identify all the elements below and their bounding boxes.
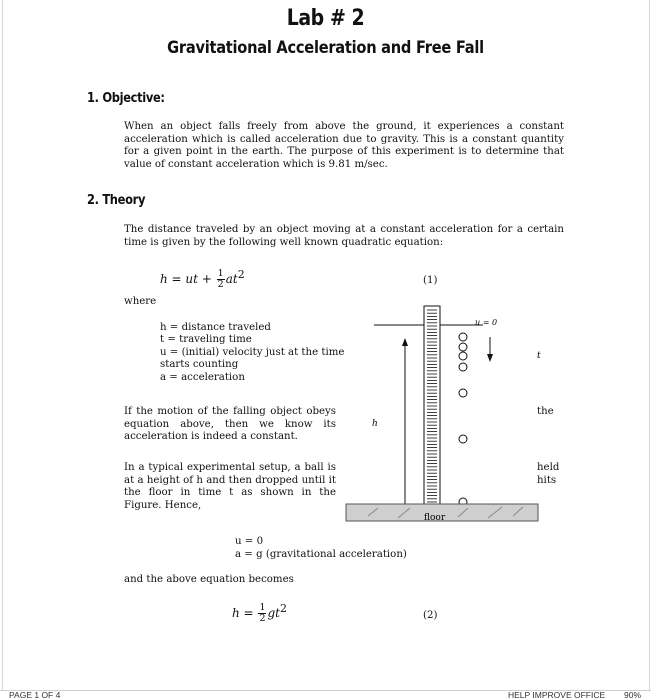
t-label: t	[537, 351, 541, 361]
section-objective-heading: 1. Objective:	[87, 90, 165, 106]
equation-1-number: (1)	[423, 275, 438, 286]
equation-1-denominator: 2	[217, 279, 224, 290]
equation-2	[232, 602, 287, 624]
definition-h: h = distance traveled	[160, 322, 271, 333]
condition-a: a = g (gravitational acceleration)	[235, 549, 407, 560]
setup-paragraph: In a typical experimental setup, a ball is at a height of h and then dropped until it the floor in time t as shown in the Figure. Hence,	[124, 462, 336, 511]
equation-1-exponent: 2	[237, 268, 245, 281]
equation-2-rhs: gt	[267, 606, 280, 620]
equation-2-numerator: 1	[259, 602, 266, 613]
side-word-held: held	[537, 462, 560, 473]
zoom-level[interactable]: 90%	[624, 690, 642, 700]
time-arrow-head	[487, 354, 493, 362]
section-theory-heading: 2. Theory	[87, 192, 146, 208]
condition-u: u = 0	[235, 536, 264, 547]
ball-position-2	[459, 343, 467, 351]
theory-intro-paragraph: The distance traveled by an object moving at a constant acceleration for a certain time is given by the following well known quadratic equation:	[124, 224, 564, 248]
equation-1-fraction	[217, 269, 225, 290]
equation-1-lhs: h = ut +	[160, 272, 212, 286]
page-title: Lab # 2	[286, 6, 365, 31]
h-label: h	[372, 419, 378, 429]
equation-1-rhs: at	[225, 272, 238, 286]
side-word-hits: hits	[537, 475, 557, 486]
definition-u: u = (initial) velocity just at the time starts counting	[160, 346, 345, 371]
objective-paragraph: When an object falls freely from above the ground, it experiences a constant acceleration which is called acceleration due to gravity. This is a constant quantity for a given point in the earth. The purpose of this experiment is to determine that value of constant acceleration which is 9.81 m/sec.	[124, 121, 564, 170]
ball-position-1	[459, 333, 467, 341]
help-improve-office-link[interactable]: HELP IMPROVE OFFICE	[508, 690, 606, 700]
equation-2-number: (2)	[423, 610, 438, 621]
floor-label: floor	[424, 513, 446, 523]
ball-position-5	[459, 389, 467, 397]
motion-paragraph: If the motion of the falling object obeys equation above, then we know its acceleration is indeed a constant.	[124, 406, 336, 443]
ball-position-6	[459, 435, 467, 443]
ruler-ticks	[427, 310, 437, 502]
becomes-text: and the above equation becomes	[124, 574, 294, 585]
side-word-the: the	[537, 406, 554, 417]
equation-1	[160, 268, 245, 290]
equation-2-denominator: 2	[259, 613, 266, 624]
page-subtitle: Gravitational Acceleration and Free Fall	[167, 38, 484, 58]
definition-a: a = acceleration	[160, 371, 245, 383]
definitions-list	[160, 322, 345, 384]
definition-t: t = traveling time	[160, 334, 252, 346]
status-page-count[interactable]: PAGE 1 OF 4	[9, 690, 61, 700]
equation-2-fraction	[258, 603, 266, 624]
u-label: u = 0	[475, 318, 498, 327]
equation-1-numerator: 1	[217, 268, 224, 279]
equation-2-exponent: 2	[280, 602, 287, 615]
free-fall-figure	[338, 292, 566, 528]
height-arrow-head	[402, 338, 408, 346]
where-label: where	[124, 296, 157, 307]
ball-position-3	[459, 352, 467, 360]
ball-position-4	[459, 363, 467, 371]
equation-2-lhs: h =	[232, 606, 254, 620]
